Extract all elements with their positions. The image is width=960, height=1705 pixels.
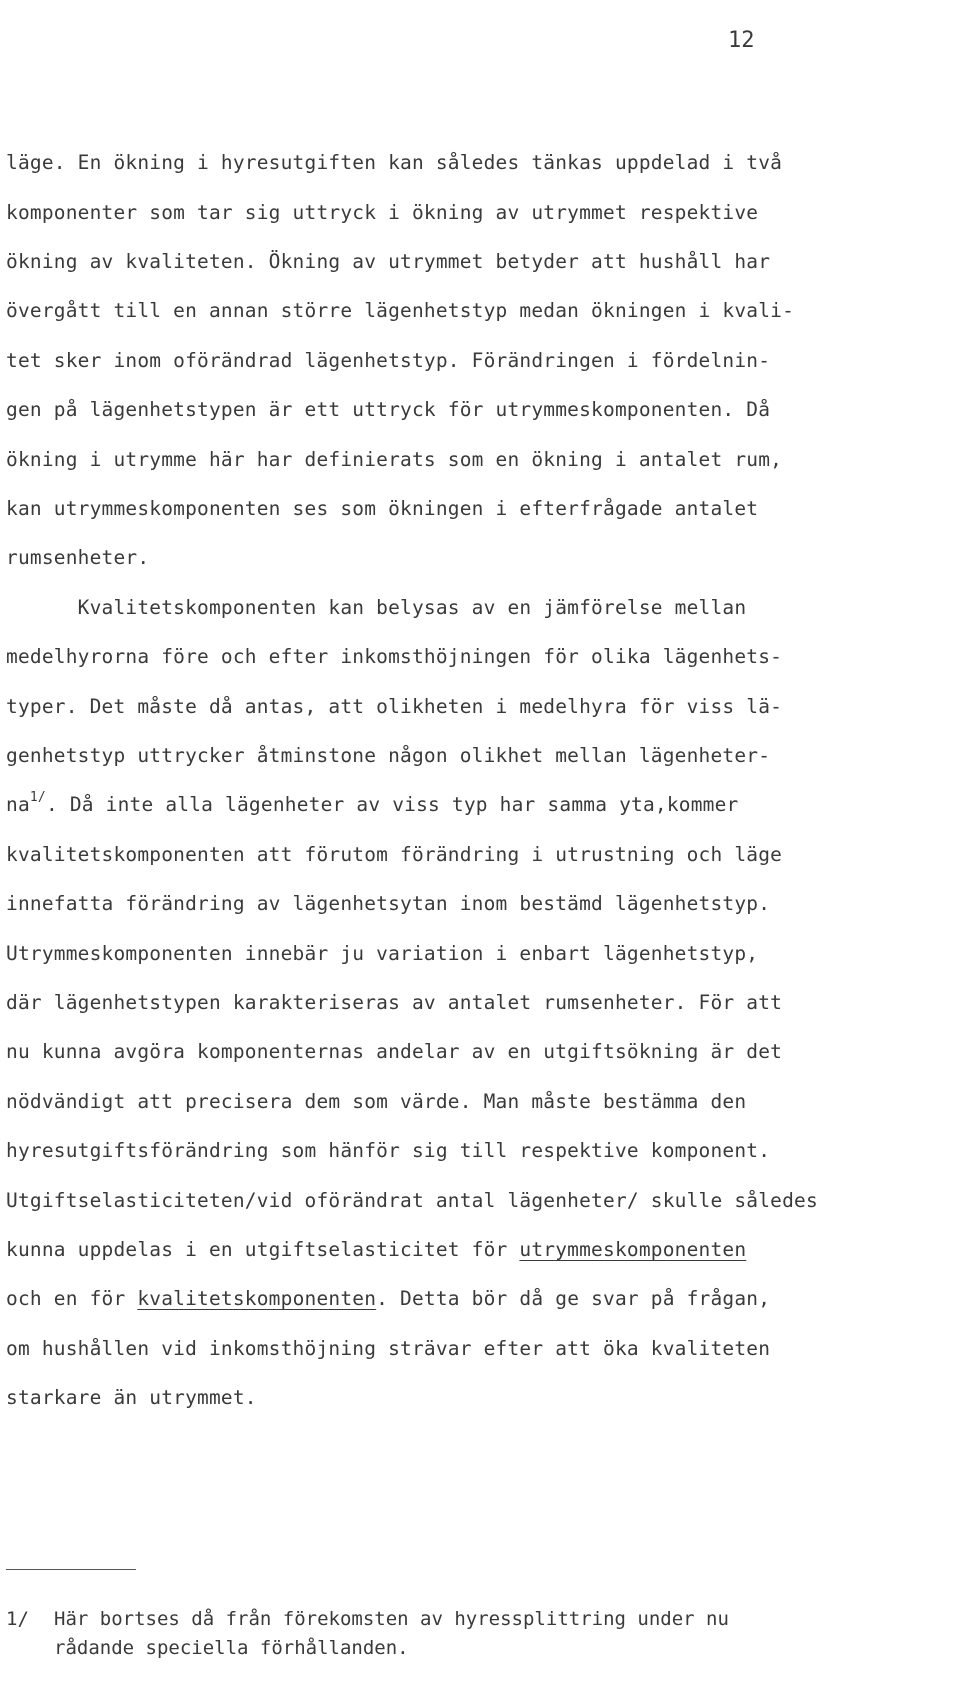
footnote-marker: 1/ bbox=[6, 1608, 29, 1630]
text-line: starkare än utrymmet. bbox=[6, 1386, 257, 1409]
text-line: ökning av kvaliteten. Ökning av utrymmet betyder att hushåll har bbox=[6, 250, 771, 273]
underlined-term: utrymmeskomponenten bbox=[519, 1238, 747, 1261]
footnote-text-line: Här bortses då från förekomsten av hyressplittring under nu bbox=[54, 1608, 729, 1630]
text-line: gen på lägenhetstypen är ett uttryck för utrymmeskomponenten. Då bbox=[6, 398, 771, 421]
text-line: läge. En ökning i hyresutgiften kan således tänkas uppdelad i två bbox=[6, 151, 783, 174]
text-line: nödvändigt att precisera dem som värde. Man måste bestämma den bbox=[6, 1090, 747, 1113]
text-line: nu kunna avgöra komponenternas andelar av en utgiftsökning är det bbox=[6, 1040, 783, 1063]
text-line: Kvalitetskomponenten kan belysas av en jämförelse mellan bbox=[6, 596, 747, 619]
text-fragment: na bbox=[6, 793, 30, 816]
text-line: komponenter som tar sig uttryck i ökning av utrymmet respektive bbox=[6, 201, 759, 224]
text-fragment: . Detta bör då ge svar på frågan, bbox=[376, 1287, 771, 1310]
text-line: om hushållen vid inkomsthöjning strävar efter att öka kvaliteten bbox=[6, 1337, 771, 1360]
text-line: Utgiftselasticiteten/vid oförändrat antal lägenheter/ skulle således bbox=[6, 1189, 818, 1212]
text-line: Utrymmeskomponenten innebär ju variation i enbart lägenhetstyp, bbox=[6, 942, 759, 965]
text-fragment: . Då inte alla lägenheter av viss typ har samma yta,kommer bbox=[45, 793, 739, 816]
text-fragment: kunna uppdelas i en utgiftselasticitet för bbox=[6, 1238, 520, 1261]
text-line: ökning i utrymme här har definierats som en ökning i antalet rum, bbox=[6, 448, 783, 471]
text-line: typer. Det måste då antas, att olikheten i medelhyra för viss lä- bbox=[6, 695, 783, 718]
text-line: övergått till en annan större lägenhetstyp medan ökningen i kvali- bbox=[6, 299, 795, 322]
underlined-term: kvalitetskomponenten bbox=[137, 1287, 377, 1310]
text-line-with-footnote-ref bbox=[6, 790, 739, 816]
text-line: medelhyrorna före och efter inkomsthöjningen för olika lägenhets- bbox=[6, 645, 783, 668]
footnote-divider bbox=[6, 1569, 136, 1570]
text-line: kan utrymmeskomponenten ses som ökningen i efterfrågade antalet bbox=[6, 497, 759, 520]
text-line: kvalitetskomponenten att förutom förändring i utrustning och läge bbox=[6, 843, 783, 866]
text-line: hyresutgiftsförändring som hänför sig till respektive komponent. bbox=[6, 1139, 771, 1162]
text-line bbox=[6, 1238, 746, 1261]
page-number: 12 bbox=[728, 28, 755, 53]
text-line: genhetstyp uttrycker åtminstone någon olikhet mellan lägenheter- bbox=[6, 744, 771, 767]
text-line bbox=[6, 1287, 770, 1310]
footnote-text-line: rådande speciella förhållanden. bbox=[54, 1637, 409, 1659]
text-line: innefatta förändring av lägenhetsytan inom bestämd lägenhetstyp. bbox=[6, 892, 771, 915]
text-line: där lägenhetstypen karakteriseras av antalet rumsenheter. För att bbox=[6, 991, 783, 1014]
footnote-reference: 1/ bbox=[29, 790, 46, 805]
text-line: tet sker inom oförändrad lägenhetstyp. Förändringen i fördelnin- bbox=[6, 349, 771, 372]
text-fragment: och en för bbox=[6, 1287, 138, 1310]
text-line: rumsenheter. bbox=[6, 546, 150, 569]
